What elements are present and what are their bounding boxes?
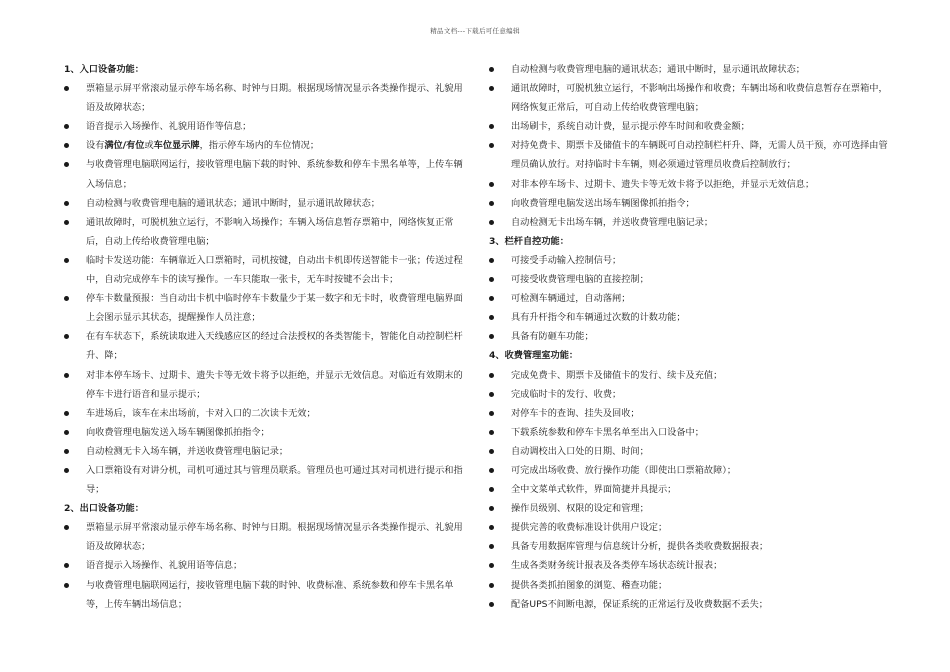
- list-item-text: 车进场后，该车在未出场前，卡对入口的二次读卡无效；: [86, 407, 316, 419]
- bullet-icon: [489, 583, 494, 588]
- list-item: [64, 194, 469, 213]
- list-item-text: 完成免费卡、期票卡及储值卡的发行、续卡及充值；: [511, 369, 723, 381]
- section-title: 4、收费管理室功能：: [489, 350, 579, 362]
- bullet-icon: [489, 182, 494, 187]
- list-item-text: 与收费管理电脑联网运行，接收管理电脑下载的时钟、系统参数和停车卡黑名单等，上传车辆入场信息；: [86, 159, 463, 190]
- list-item: [64, 366, 469, 404]
- list-item-text: 出场刷卡，系统自动计费，显示提示停车时间和收费金额；: [511, 121, 750, 133]
- list-item-text: 向收费管理电脑发送入场车辆图像抓拍指令；: [86, 426, 270, 438]
- list-item: [64, 79, 469, 117]
- list-item: [64, 576, 469, 614]
- bullet-icon: [489, 143, 494, 148]
- page-header: 精品文档---下载后可任意编辑: [430, 27, 520, 35]
- bullet-icon: [489, 86, 494, 91]
- list-item: [489, 595, 894, 614]
- bullet-icon: [489, 411, 494, 416]
- list-item: [64, 518, 469, 556]
- bullet-icon: [64, 296, 69, 301]
- list-item-text: 对非本停车场卡、过期卡、遗失卡等无效卡将予以拒绝，并显示无效信息。对临近有效期末的停车卡进行语音和显示提示；: [86, 369, 463, 400]
- list-item: [489, 385, 894, 404]
- list-item: [64, 327, 469, 365]
- list-item: [489, 480, 894, 499]
- list-item-text: 在有车状态下，系统读取进入天线感应区的经过合法授权的各类智能卡，智能化自动控制栏杆升、降；: [86, 331, 463, 362]
- list-item: [489, 194, 894, 213]
- bullet-icon: [489, 487, 494, 492]
- list-item-text: 对非本停车场卡、过期卡、遗失卡等无效卡将予以拒绝，并显示无效信息；: [511, 178, 815, 190]
- list-item: [489, 518, 894, 537]
- right-column: [489, 60, 894, 614]
- list-item-text: 自动检测无卡出场车辆，并送收费管理电脑记录；: [511, 216, 714, 228]
- list-item: [489, 556, 894, 575]
- bullet-icon: [489, 220, 494, 225]
- list-item: [64, 251, 469, 289]
- bullet-icon: [64, 583, 69, 588]
- list-item-text: 自动调校出入口处的日期、时间；: [511, 445, 649, 457]
- list-item: [489, 537, 894, 556]
- bullet-icon: [489, 373, 494, 378]
- list-item-text: 与收费管理电脑联网运行，接收管理电脑下载的时钟、收费标准、系统参数和停车卡黑名单等，上传车辆出场信息；: [86, 579, 454, 610]
- list-item: [489, 175, 894, 194]
- list-item: [489, 117, 894, 136]
- bullet-icon: [489, 449, 494, 454]
- list-item: [489, 461, 894, 480]
- list-item-text: [86, 136, 469, 155]
- list-item: [64, 423, 469, 442]
- bullet-icon: [489, 334, 494, 339]
- bullet-icon: [64, 411, 69, 416]
- list-item-text: 入口票箱设有对讲分机，司机可通过其与管理员联系。管理员也可通过其对司机进行提示和指导；: [86, 464, 463, 496]
- list-item: [489, 136, 894, 174]
- bullet-icon: [489, 468, 494, 473]
- left-column: [64, 60, 469, 614]
- bullet-icon: [489, 67, 494, 72]
- list-item: [489, 289, 894, 308]
- list-item-text: 自动检测无卡入场车辆，并送收费管理电脑记录；: [86, 445, 289, 457]
- section-title: 1、入口设备功能：: [64, 64, 144, 75]
- list-item-text: 可接受收费管理电脑的直接控制；: [511, 274, 649, 286]
- bullet-icon: [489, 315, 494, 320]
- list-item-text: 具备有防砸车功能；: [511, 331, 594, 343]
- list-item-text: 可接受手动输入控制信号；: [511, 254, 622, 266]
- section-title: 2、出口设备功能：: [64, 503, 144, 515]
- list-item: [489, 251, 894, 270]
- list-item: [64, 461, 469, 499]
- list-item-text: 向收费管理电脑发送出场车辆图像抓拍指令；: [511, 197, 695, 209]
- bullet-icon: [489, 258, 494, 263]
- list-item-text: 自动检测与收费管理电脑的通讯状态；通讯中断时，显示通讯故障状态；: [86, 197, 380, 209]
- text-run: ，指示停车场内的车位情况；: [199, 140, 320, 152]
- list-item: [489, 366, 894, 385]
- bullet-icon: [489, 392, 494, 397]
- bullet-icon: [489, 506, 494, 511]
- bullet-icon: [489, 563, 494, 568]
- list-item: [64, 442, 469, 461]
- bullet-icon: [489, 602, 494, 607]
- list-item-text: 可完成出场收费、放行操作功能（即使出口票箱故障）；: [511, 464, 737, 476]
- list-item: [489, 308, 894, 327]
- list-item: [64, 136, 469, 155]
- bullet-icon: [64, 220, 69, 225]
- bullet-icon: [64, 563, 69, 568]
- list-item: [489, 499, 894, 518]
- list-item-text: 通讯故障时，可脱机独立运行，不影响出场操作和收费；车辆出场和收费信息暂存在票箱中，网络恢复正常后，可自动上传给收费管理电脑；: [511, 83, 888, 114]
- list-item-text: 提供完善的收费标准设计供用户设定；: [511, 522, 668, 534]
- section-title: 3、栏杆自控功能：: [489, 235, 569, 247]
- list-item: [489, 60, 894, 79]
- list-item-text: 票箱显示屏平常滚动显示停车场名称、时钟与日期。根据现场情况显示各类操作提示、礼貌用语及故障状态；: [86, 83, 463, 114]
- text-run: 设有: [86, 140, 105, 152]
- bullet-icon: [64, 468, 69, 473]
- list-item-text: 语音提示入场操作、礼貌用语作等信息；: [86, 121, 252, 133]
- list-item: [64, 155, 469, 193]
- list-item-text: 具备专用数据库管理与信息统计分析，提供各类收费数据报表；: [511, 541, 769, 553]
- bullet-icon: [64, 143, 69, 148]
- list-item-text: 停车卡数量预报：当自动出卡机中临时停车卡数量少于某一数字和无卡时，收费管理电脑界面上会图示显示其状态，提醒操作人员注意；: [86, 293, 463, 324]
- bullet-icon: [64, 258, 69, 263]
- bullet-icon: [489, 296, 494, 301]
- list-item: [64, 556, 469, 575]
- bullet-icon: [489, 277, 494, 282]
- list-item: [489, 442, 894, 461]
- list-item: [64, 117, 469, 136]
- list-item-text: 通讯故障时，可脱机独立运行，不影响入场操作；车辆入场信息暂存票箱中，网络恢复正常后，自动上传给收费管理电脑；: [86, 216, 454, 247]
- list-item-text: 提供各类抓拍图象的浏览、稽查功能；: [511, 579, 668, 591]
- list-item-text: 票箱显示屏平常滚动显示停车场名称、时钟与日期。根据现场情况显示各类操作提示、礼貌用语及故障状态；: [86, 522, 463, 553]
- list-item-text: 配备UPS不间断电源，保证系统的正常运行及收费数据不丢失；: [511, 598, 768, 610]
- bullet-icon: [64, 449, 69, 454]
- bullet-icon: [64, 201, 69, 206]
- list-item: [489, 327, 894, 346]
- list-item-text: 对持免费卡、期票卡及储值卡的车辆既可自动控制栏杆升、降，无需人员干预，亦可选择由管理员确认放行。对持临时卡车辆，则必须通过管理员收费后控制放行；: [511, 140, 888, 171]
- bullet-icon: [64, 334, 69, 339]
- bullet-icon: [489, 124, 494, 129]
- list-item: [489, 213, 894, 232]
- list-item: [489, 576, 894, 595]
- bullet-icon: [64, 430, 69, 435]
- list-item: [64, 213, 469, 251]
- list-item-text: 对停车卡的查询、挂失及回收；: [511, 407, 640, 419]
- list-item-text: 语音提示入场操作、礼貌用语等信息；: [86, 560, 243, 572]
- bullet-icon: [489, 201, 494, 206]
- bullet-icon: [64, 86, 69, 91]
- bullet-icon: [64, 162, 69, 167]
- list-item-text: 可检测车辆通过，自动落闸；: [511, 293, 631, 305]
- list-item: [489, 404, 894, 423]
- list-item-text: 完成临时卡的发行、收费；: [511, 388, 622, 400]
- text-run: 或: [144, 140, 154, 152]
- emphasis-text: 车位显示牌: [153, 140, 200, 152]
- list-item-text: 自动检测与收费管理电脑的通讯状态；通讯中断时，显示通讯故障状态；: [511, 64, 805, 75]
- bullet-icon: [64, 373, 69, 378]
- bullet-icon: [64, 525, 69, 530]
- list-item: [489, 270, 894, 289]
- bullet-icon: [489, 430, 494, 435]
- list-item: [64, 289, 469, 327]
- bullet-icon: [489, 525, 494, 530]
- bullet-icon: [489, 544, 494, 549]
- list-item-text: 全中文菜单式软件，界面简捷并具提示；: [511, 484, 677, 496]
- emphasis-text: 满位/有位: [104, 140, 145, 152]
- list-item: [489, 79, 894, 117]
- list-item-text: 操作员级别、权限的设定和管理；: [511, 503, 649, 515]
- list-item: [64, 404, 469, 423]
- list-item-text: 临时卡发送功能：车辆靠近入口票箱时，司机按键，自动出卡机即传送智能卡一张；传送过程中，自动完成停车卡的读写操作。一车只能取一张卡，无车时按键不会出卡；: [86, 254, 463, 286]
- list-item-text: 具有升杆指令和车辆通过次数的计数功能；: [511, 312, 686, 324]
- list-item-text: 生成各类财务统计报表及各类停车场状态统计报表；: [511, 560, 723, 572]
- bullet-icon: [64, 124, 69, 129]
- list-item-text: 下载系统参数和停车卡黑名单至出入口设备中；: [511, 426, 704, 438]
- list-item: [489, 423, 894, 442]
